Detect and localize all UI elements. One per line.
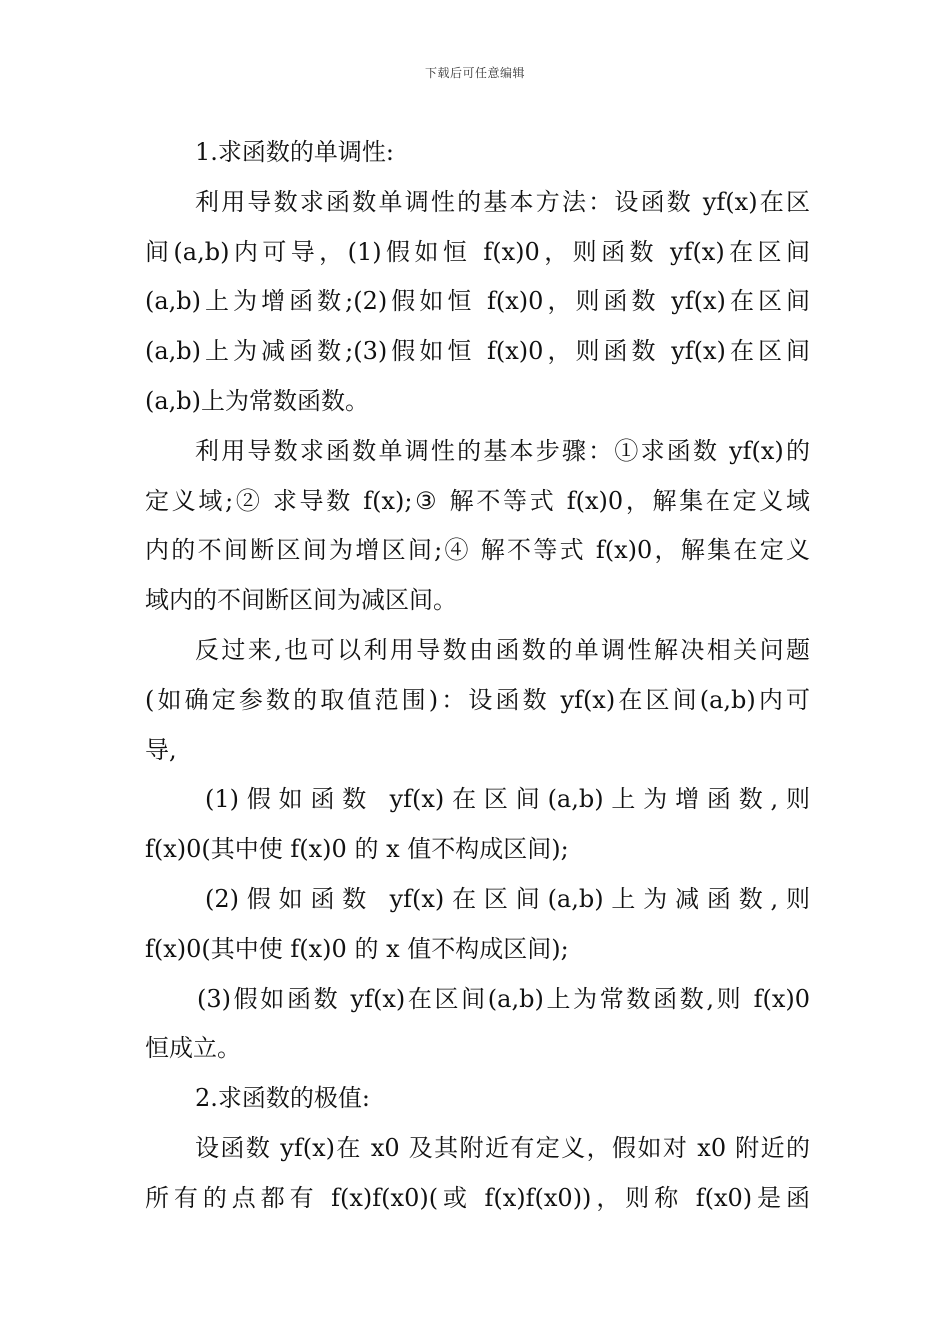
text-line: 间(a,b)内可导，(1)假如恒 f(x)0，则函数 yf(x)在区间	[145, 237, 810, 266]
text-line: (a,b)上为增函数;(2)假如恒 f(x)0，则函数 yf(x)在区间	[145, 287, 810, 316]
text-line: f(x)0(其中使 f(x)0 的 x 值不构成区间);	[145, 934, 569, 963]
text-line: 内的不间断区间为增区间;④ 解不等式 f(x)0，解集在定义	[145, 536, 810, 565]
text-line: 定义域;② 求导数 f(x);③ 解不等式 f(x)0，解集在定义域	[145, 486, 810, 515]
document-body	[145, 128, 810, 1224]
text-line: (a,b)上为常数函数。	[145, 386, 370, 415]
text-line: (2)假如函数 yf(x)在区间(a,b)上为减函数,则	[205, 884, 810, 913]
text-line: 反过来,也可以利用导数由函数的单调性解决相关问题	[195, 635, 810, 664]
text-line: (如确定参数的取值范围)：设函数 yf(x)在区间(a,b)内可	[145, 685, 810, 714]
text-line: (a,b)上为减函数;(3)假如恒 f(x)0，则函数 yf(x)在区间	[145, 337, 810, 366]
text-line: 利用导数求函数单调性的基本方法：设函数 yf(x)在区	[195, 187, 810, 216]
text-line: (3)假如函数 yf(x)在区间(a,b)上为常数函数,则 f(x)0	[197, 984, 810, 1013]
page-header: 下载后可任意编辑	[424, 66, 525, 80]
text-line: 恒成立。	[145, 1034, 241, 1063]
text-line: (1)假如函数 yf(x)在区间(a,b)上为增函数,则	[205, 785, 810, 814]
text-line: 域内的不间断区间为减区间。	[145, 586, 457, 615]
text-line: 导,	[145, 735, 177, 764]
section-heading-extremum: 2.求函数的极值:	[195, 1084, 370, 1113]
text-line: f(x)0(其中使 f(x)0 的 x 值不构成区间);	[145, 835, 569, 864]
text-line: 设函数 yf(x)在 x0 及其附近有定义，假如对 x0 附近的	[195, 1133, 810, 1162]
text-line: 所有的点都有 f(x)f(x0)(或 f(x)f(x0))，则称 f(x0)是函	[145, 1183, 810, 1212]
section-heading-monotonicity: 1.求函数的单调性:	[195, 138, 394, 166]
text-line: 利用导数求函数单调性的基本步骤：①求函数 yf(x)的	[195, 436, 810, 465]
